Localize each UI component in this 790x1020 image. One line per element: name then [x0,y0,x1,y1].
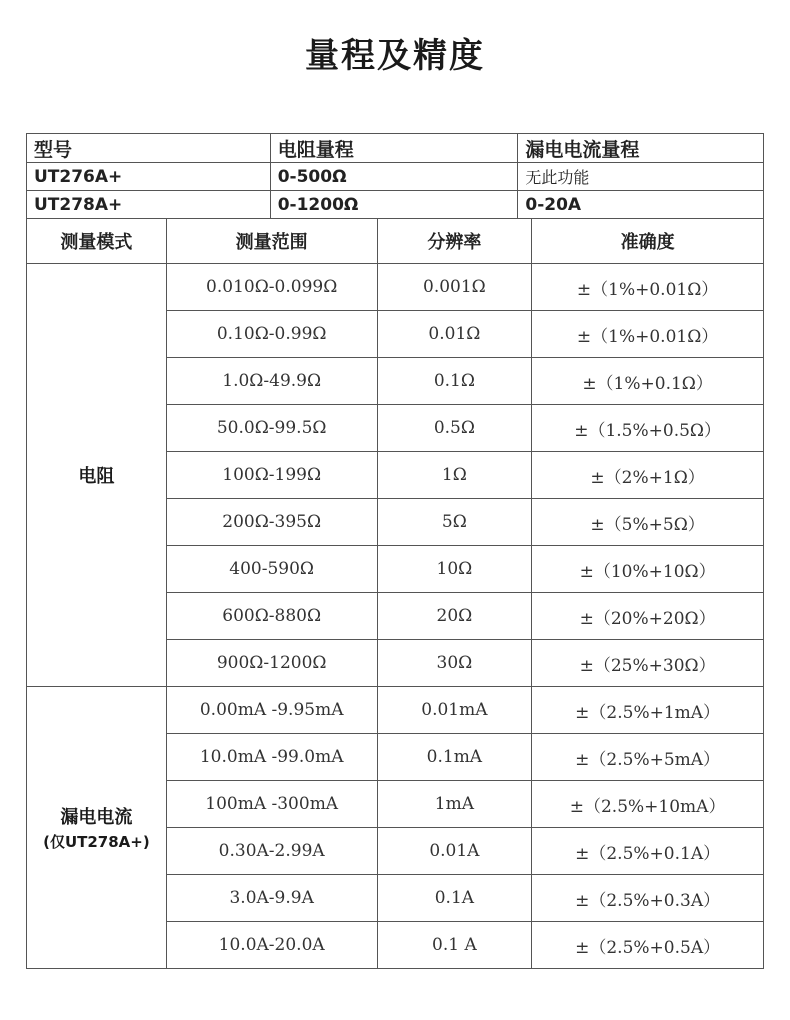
range-cell: 200Ω-395Ω [166,499,377,546]
spec-row [27,264,764,311]
model-range-table [26,133,764,219]
resolution-cell: 0.5Ω [377,405,532,452]
range-cell: 10.0mA -99.0mA [166,734,377,781]
mode-label: 漏电电流 [60,807,133,828]
mode-cell [27,687,167,969]
resolution-cell: 0.1Ω [377,358,532,405]
accuracy-cell: ±（1%+0.01Ω） [532,311,764,358]
accuracy-cell: ±（1%+0.01Ω） [532,264,764,311]
range-cell: 100Ω-199Ω [166,452,377,499]
model-table-header [27,134,764,163]
resolution-cell: 0.01mA [377,687,532,734]
range-cell: 3.0A-9.9A [166,875,377,922]
accuracy-cell: ±（20%+20Ω） [532,593,764,640]
header-model: 型号 [27,134,271,163]
mode-cell [27,264,167,687]
accuracy-cell: ±（1.5%+0.5Ω） [532,405,764,452]
range-cell: 100mA -300mA [166,781,377,828]
resolution-cell: 20Ω [377,593,532,640]
resistance-range: 0-500Ω [270,163,518,191]
resolution-cell: 1mA [377,781,532,828]
resolution-cell: 1Ω [377,452,532,499]
range-cell: 400-590Ω [166,546,377,593]
resolution-cell: 0.1 A [377,922,532,969]
header-resolution: 分辨率 [377,218,532,264]
accuracy-cell: ±（2.5%+5mA） [532,734,764,781]
accuracy-cell: ±（2.5%+10mA） [532,781,764,828]
page-title: 量程及精度 [305,36,485,76]
resolution-cell: 0.1mA [377,734,532,781]
spec-table [26,218,764,969]
accuracy-cell: ±（5%+5Ω） [532,499,764,546]
resolution-cell: 0.1A [377,875,532,922]
range-cell: 0.00mA -9.95mA [166,687,377,734]
header-mode: 测量模式 [27,218,167,264]
mode-note: (仅UT278A+) [43,833,150,851]
range-cell: 600Ω-880Ω [166,593,377,640]
resolution-cell: 30Ω [377,640,532,687]
model-name: UT276A+ [27,163,271,191]
range-cell: 0.010Ω-0.099Ω [166,264,377,311]
accuracy-cell: ±（2.5%+1mA） [532,687,764,734]
accuracy-cell: ±（2.5%+0.5A） [532,922,764,969]
spec-row [27,687,764,734]
range-cell: 10.0A-20.0A [166,922,377,969]
resolution-cell: 5Ω [377,499,532,546]
model-row [27,163,764,191]
resolution-cell: 10Ω [377,546,532,593]
range-cell: 1.0Ω-49.9Ω [166,358,377,405]
resistance-range: 0-1200Ω [270,191,518,219]
accuracy-cell: ±（10%+10Ω） [532,546,764,593]
accuracy-cell: ±（1%+0.1Ω） [532,358,764,405]
model-row [27,191,764,219]
range-cell: 900Ω-1200Ω [166,640,377,687]
header-leakage-range: 漏电电流量程 [518,134,764,163]
accuracy-cell: ±（2.5%+0.1A） [532,828,764,875]
range-cell: 0.30A-2.99A [166,828,377,875]
model-name: UT278A+ [27,191,271,219]
accuracy-cell: ±（2.5%+0.3A） [532,875,764,922]
header-resistance-range: 电阻量程 [270,134,518,163]
header-range: 测量范围 [166,218,377,264]
range-cell: 0.10Ω-0.99Ω [166,311,377,358]
range-cell: 50.0Ω-99.5Ω [166,405,377,452]
accuracy-cell: ±（25%+30Ω） [532,640,764,687]
resolution-cell: 0.001Ω [377,264,532,311]
mode-label: 电阻 [78,466,115,487]
accuracy-cell: ±（2%+1Ω） [532,452,764,499]
resolution-cell: 0.01A [377,828,532,875]
leakage-range: 无此功能 [518,163,764,191]
leakage-range: 0-20A [518,191,764,219]
resolution-cell: 0.01Ω [377,311,532,358]
header-accuracy: 准确度 [532,218,764,264]
spec-table-header [27,218,764,264]
